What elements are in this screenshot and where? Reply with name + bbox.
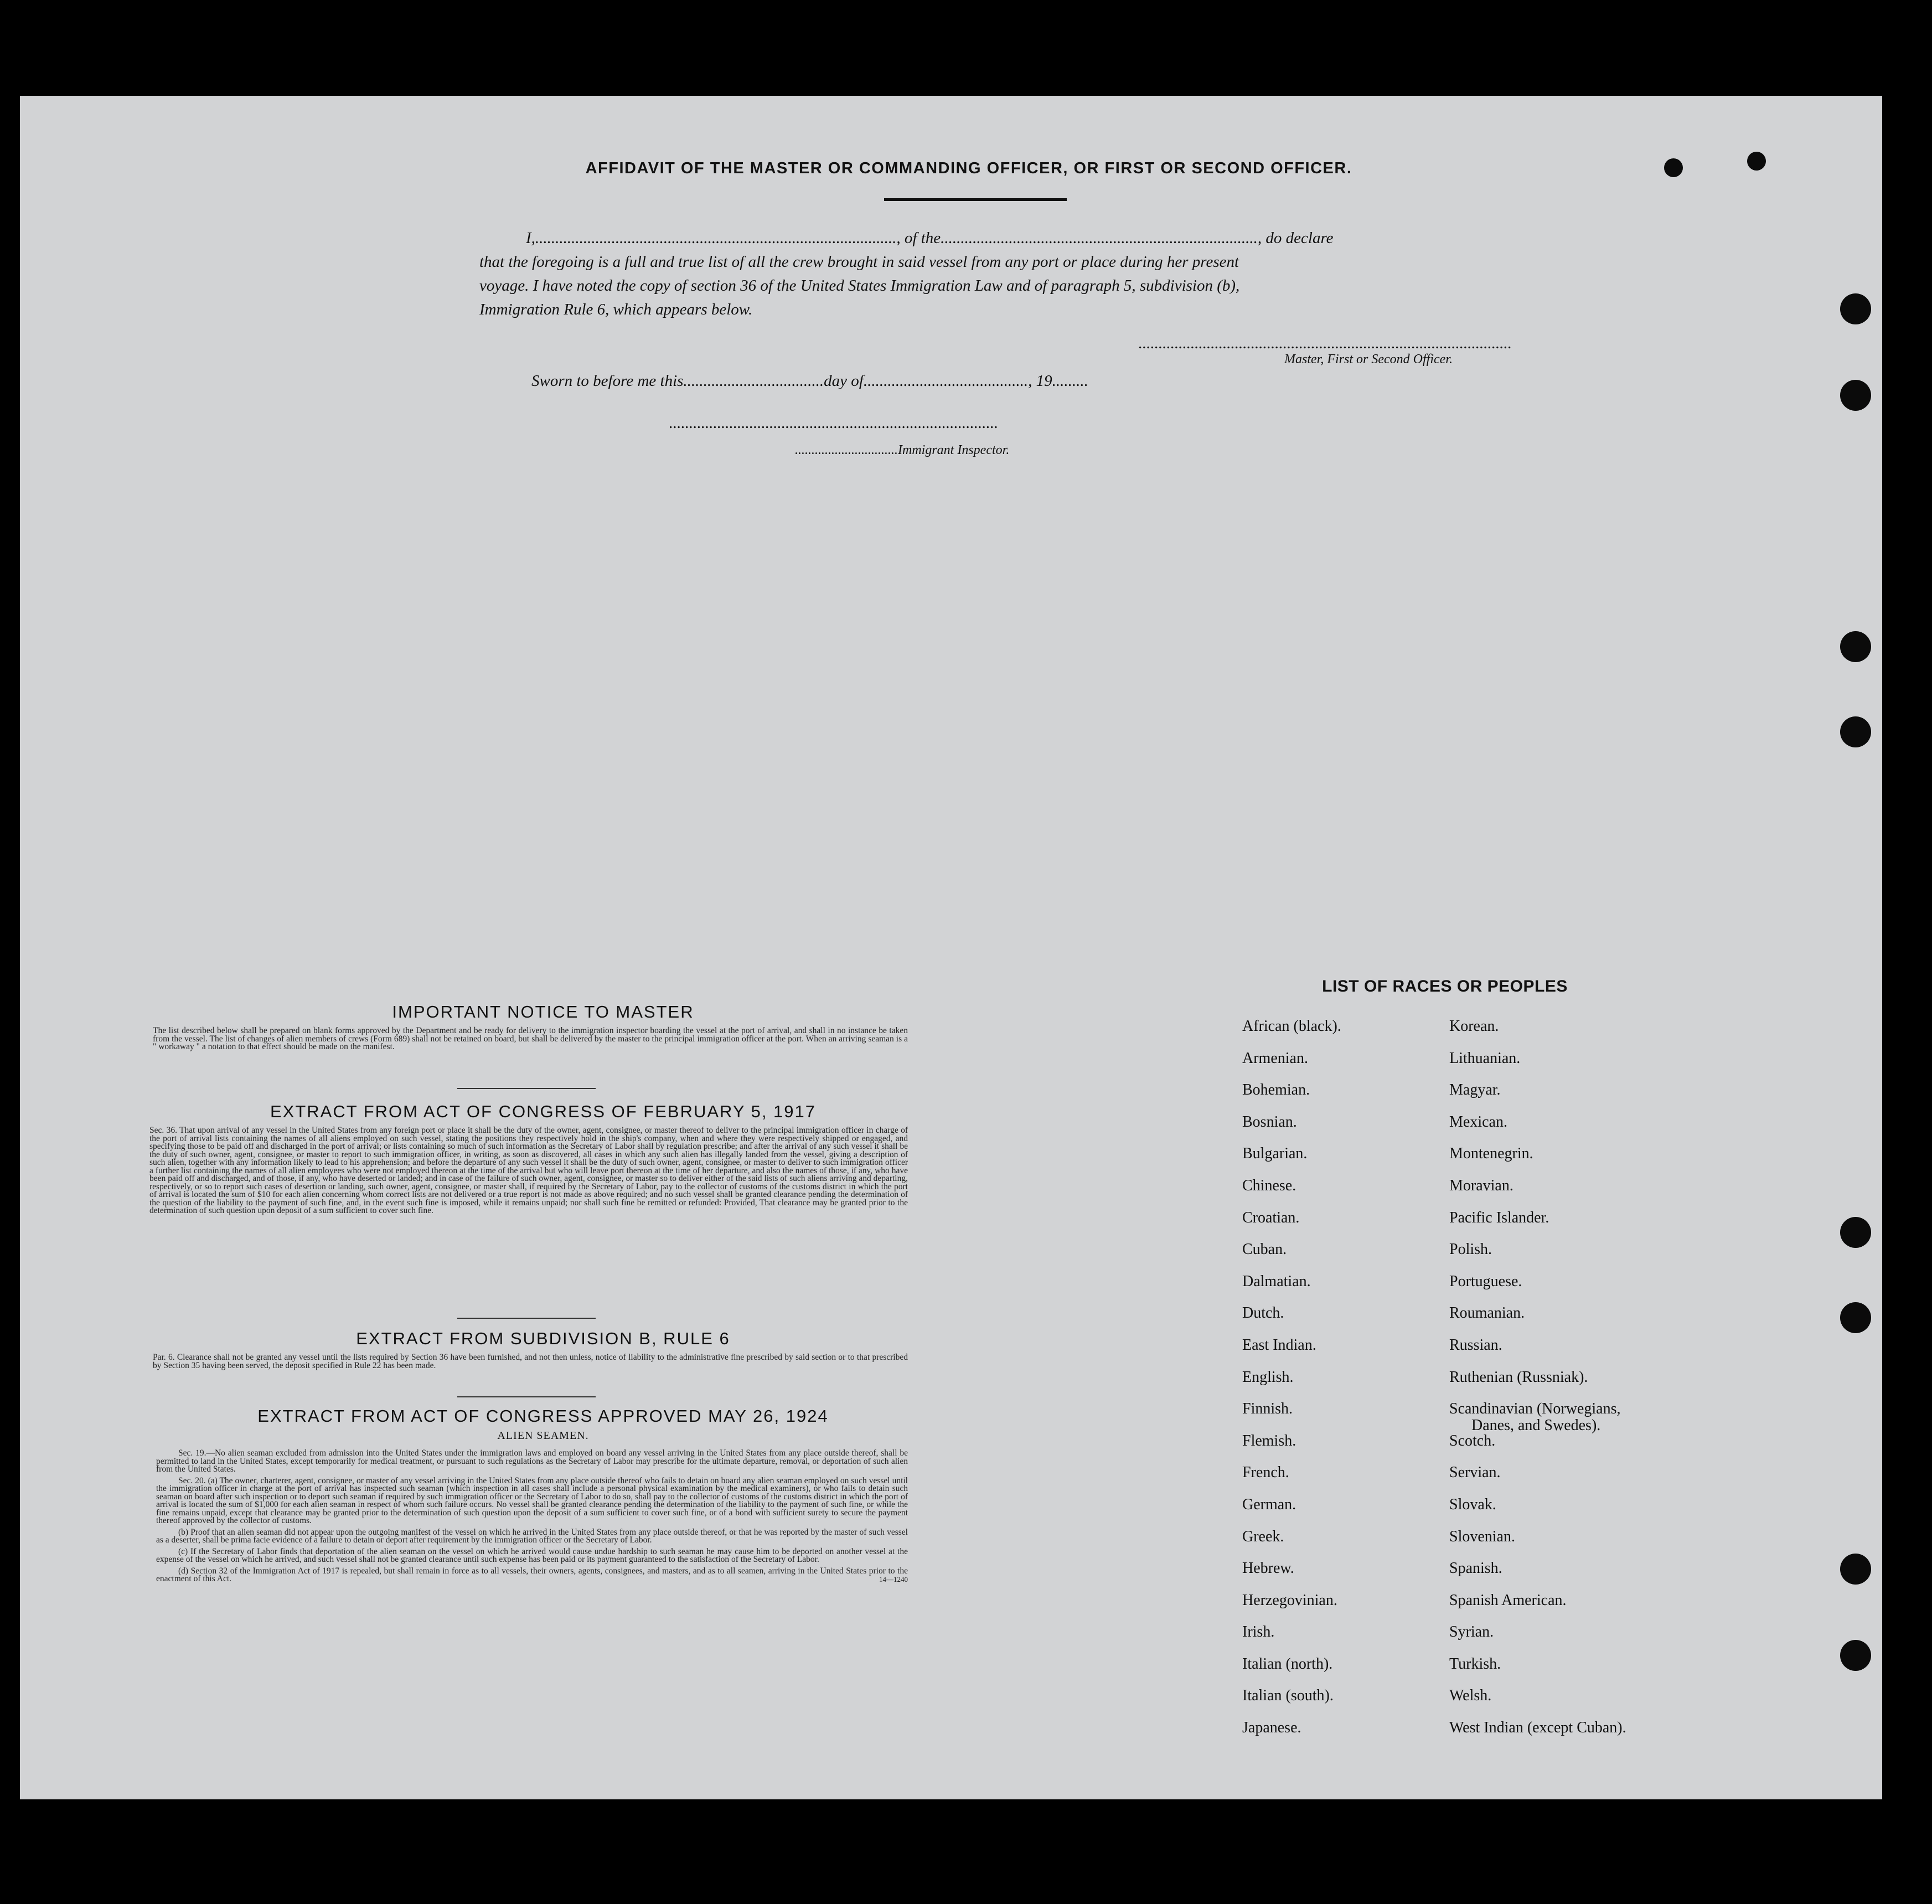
punch-hole <box>1747 152 1766 171</box>
title-underline <box>884 198 1067 201</box>
race-item: Magyar. <box>1449 1081 1501 1099</box>
race-item: English. <box>1242 1368 1294 1386</box>
races-list-title: LIST OF RACES OR PEOPLES <box>1322 977 1568 995</box>
punch-hole <box>1840 1302 1871 1333</box>
race-item: Mexican. <box>1449 1113 1507 1131</box>
sworn-line: Sworn to before me this...................................day of........................................., 19......... <box>531 372 1088 390</box>
race-item: Japanese. <box>1242 1719 1301 1737</box>
race-item: Slovenian. <box>1449 1528 1515 1545</box>
race-item: Servian. <box>1449 1464 1501 1482</box>
form-number: 14—1240 <box>879 1575 908 1583</box>
punch-hole <box>1840 1217 1871 1248</box>
race-item: East Indian. <box>1242 1336 1316 1354</box>
race-item-continued: Danes, and Swedes). <box>1471 1417 1601 1435</box>
race-item: Dutch. <box>1242 1304 1284 1322</box>
race-item: Turkish. <box>1449 1655 1501 1673</box>
race-item: German. <box>1242 1495 1296 1513</box>
race-item: Flemish. <box>1242 1432 1296 1449</box>
section-19-text: Sec. 19.—No alien seaman excluded from admission into the United States under the immigration laws and employed on board any vessel arriving in the United States from any place outside thereof, shall be permitted to land in the United States, except temporarily for medical treatment, or pursuant to such regulations as the Secretary of Labor may prescribe for the ultimate departure, removal, or deportation of such alien from the United States. <box>156 1448 908 1474</box>
race-item: French. <box>1242 1464 1289 1482</box>
punch-hole <box>1840 293 1871 324</box>
signature-line: ............................................................................................. <box>1138 334 1512 352</box>
punch-hole <box>1664 158 1683 177</box>
race-item: Lithuanian. <box>1449 1049 1521 1067</box>
race-item: Welsh. <box>1449 1687 1492 1705</box>
race-item: Moravian. <box>1449 1177 1513 1194</box>
section-divider <box>457 1318 596 1319</box>
race-item: Bulgarian. <box>1242 1145 1308 1163</box>
race-item: Finnish. <box>1242 1400 1293 1418</box>
section-20b-text: (b) Proof that an alien seaman did not appear upon the outgoing manifest of the vessel on which he arrived in the United States from any place outside thereof, or that he was reported by the master of such vessel as a deserter, shall be prima facie evidence of a failure to detain or deport after requirement by the immigration officer or the Secretary of Labor. <box>156 1527 908 1545</box>
punch-hole <box>1840 631 1871 662</box>
race-item: West Indian (except Cuban). <box>1449 1719 1626 1737</box>
punch-hole <box>1840 1640 1871 1671</box>
race-item: African (black). <box>1242 1018 1341 1035</box>
race-item: Hebrew. <box>1242 1560 1294 1577</box>
race-item: Italian (north). <box>1242 1655 1333 1673</box>
race-item: Slovak. <box>1449 1495 1496 1513</box>
race-item: Italian (south). <box>1242 1687 1334 1705</box>
race-item: Korean. <box>1449 1018 1499 1035</box>
race-item: Bohemian. <box>1242 1081 1310 1099</box>
race-item: Polish. <box>1449 1241 1492 1258</box>
affidavit-text-line: that the foregoing is a full and true list of all the crew brought in said vessel from any port or place during her present <box>479 253 1239 271</box>
affidavit-text-line: voyage. I have noted the copy of section 36 of the United States Immigration Law and of paragraph 5, subdivision (b), <box>479 277 1240 295</box>
section-20d-text: (d) Section 32 of the Immigration Act of 1917 is repealed, but shall remain in force as to all vessels, their owners, agents, consignees, and masters, and as to all seamen, arriving in the United States prior to the enactment of this Act. <box>156 1566 908 1583</box>
race-item: Spanish American. <box>1449 1591 1567 1609</box>
extract-1924-body <box>156 1449 908 1583</box>
affidavit-declaration-line: I,.........................................................................................., of the..............................................................................., do declare <box>526 229 1334 247</box>
notice-title: IMPORTANT NOTICE TO MASTER <box>392 1002 694 1021</box>
notice-text: The list described below shall be prepared on blank forms approved by the Department and be ready for delivery to the immigration inspector boarding the vessel at the port of arrival, and shall in no instance be taken from the vessel. The list of changes of alien members of crews (Form 689) shall not be retained on board, but shall be delivered by the master to the principal immigration officer at the port. When an arriving seaman is a " workaway " a notation to that effect should be made on the manifest. <box>153 1026 908 1051</box>
race-item: Bosnian. <box>1242 1113 1297 1131</box>
extract-1917-title: EXTRACT FROM ACT OF CONGRESS OF FEBRUARY 5, 1917 <box>270 1102 817 1121</box>
inspector-signature-line: .................................................................................. <box>669 414 998 432</box>
race-item: Greek. <box>1242 1528 1284 1545</box>
race-item: Scotch. <box>1449 1432 1496 1449</box>
section-divider <box>457 1396 596 1397</box>
race-item: Scandinavian (Norwegians, <box>1449 1400 1621 1418</box>
punch-hole <box>1840 1554 1871 1585</box>
signature-label: Master, First or Second Officer. <box>1284 352 1453 367</box>
races-right-column <box>1449 1018 1626 1751</box>
race-item: Herzegovinian. <box>1242 1591 1337 1609</box>
extract-1917-text: Sec. 36. That upon arrival of any vessel in the United States from any foreign port or place it shall be the duty of the owner, agent, consignee, or master thereof to deliver to the principal immigration officer in charge of the port of arrival lists containing the names of all aliens employed on such vessel, stating the positions they respectively hold in the ship's company, when and where they were respectively shipped or engaged, and specifying those to be paid off and discharged in the port of arrival; or lists containing so much of such information as the Secretary of Labor shall by regulation prescribe; and after the arrival of any such vessel it shall be the duty of such owner, agent, consignee, or master to report to such immigration officer, in writing, as soon as discovered, all cases in which any such alien has illegally landed from the vessel, giving a description of such alien, together with any information likely to lead to his apprehension; and before the departure of any such vessel it shall be the duty of such owner, agent, consignee, or master to deliver to such immigration officer a further list containing the names of all alien employees who were not employed thereon at the time of the arrival but who will leave port thereon at the time of her departure, and also the names of those, if any, who have been paid off and discharged, and of those, if any, who have deserted or landed; and in case of the failure of such owner, agent, consignee, or master so to deliver either of the said lists of such aliens arriving and departing, respectively, or so to report such cases of desertion or landing, such owner, agent, consignee, or master shall, if required by the Secretary of Labor, pay to the collector of customs of the customs district in which the port of arrival is located the sum of $10 for each alien concerning whom correct lists are not delivered or a true report is not made as above required; and no such vessel shall be granted clearance pending the determination of the question of the liability to the payment of such fine, and, in the event such fine is imposed, while it remains unpaid; nor shall such fine be remitted or refunded: Provided, That clearance may be granted prior to the determination of such question upon deposit of a sum sufficient to cover such fine. <box>149 1126 908 1215</box>
section-20a-text: Sec. 20. (a) The owner, charterer, agent, consignee, or master of any vessel arriving in the United States from any place outside thereof who fails to detain on board any alien seaman employed on such vessel until the immigration officer in charge at the port of arrival has inspected such seaman (which inspection in all cases shall include a personal physical examination by the medical examiners), or who fails to detain such seaman on board after such inspection or to deport such seaman if required by such immigration officer or the Secretary of Labor to do so, shall pay to the collector of customs of the customs district in which the port of arrival is located the sum of $1,000 for each alien seaman in respect of whom such failure occurs. No vessel shall be granted clearance pending the determination of the liability to the payment of such fine, or while the fine remains unpaid, except that clearance may be granted prior to the determination of such question upon the deposit of a sum sufficient to cover such fine, or of a bond with sufficient surety to secure the payment thereof approved by the collector of customs. <box>156 1475 908 1525</box>
race-item: Syrian. <box>1449 1623 1494 1641</box>
race-item: Spanish. <box>1449 1560 1502 1577</box>
affidavit-title: AFFIDAVIT OF THE MASTER OR COMMANDING OFFICER, OR FIRST OR SECOND OFFICER. <box>585 159 1352 177</box>
punch-hole <box>1840 716 1871 747</box>
affidavit-text-line: Immigration Rule 6, which appears below. <box>479 301 753 318</box>
section-20c-text: (c) If the Secretary of Labor finds that deportation of the alien seaman on the vessel on which he arrived would cause undue hardship to such seaman he may cause him to be deported on another vessel at the expense of the vessel on which he arrived, and such vessel shall not be granted clearance until such expense has been paid or its payment guaranteed to the satisfaction of the Secretary of Labor. <box>156 1546 908 1564</box>
race-item: Chinese. <box>1242 1177 1296 1194</box>
race-item: Cuban. <box>1242 1241 1287 1258</box>
race-item: Montenegrin. <box>1449 1145 1533 1163</box>
race-item: Roumanian. <box>1449 1304 1525 1322</box>
race-item: Armenian. <box>1242 1049 1308 1067</box>
race-item: Irish. <box>1242 1623 1275 1641</box>
race-item: Russian. <box>1449 1336 1502 1354</box>
race-item: Ruthenian (Russniak). <box>1449 1368 1588 1386</box>
race-item: Pacific Islander. <box>1449 1209 1549 1226</box>
extract-1924-title: EXTRACT FROM ACT OF CONGRESS APPROVED MAY 26, 1924 <box>257 1406 829 1426</box>
extract-rule6-text: Par. 6. Clearance shall not be granted any vessel until the lists required by Section 36 have been furnished, and not then unless, notice of liability to the administrative fine prescribed by said section or to that prescribed by Section 35 having been served, the deposit specified in Rule 22 has been made. <box>153 1353 908 1370</box>
section-divider <box>457 1088 596 1089</box>
race-item: Dalmatian. <box>1242 1272 1311 1290</box>
punch-hole <box>1840 380 1871 411</box>
extract-rule6-title: EXTRACT FROM SUBDIVISION B, RULE 6 <box>356 1329 730 1348</box>
races-left-column <box>1242 1018 1341 1751</box>
extract-1924-subtitle: ALIEN SEAMEN. <box>497 1430 589 1442</box>
race-item: Portuguese. <box>1449 1272 1522 1290</box>
inspector-label: ...............................Immigrant Inspector. <box>795 443 1010 457</box>
race-item: Croatian. <box>1242 1209 1300 1226</box>
